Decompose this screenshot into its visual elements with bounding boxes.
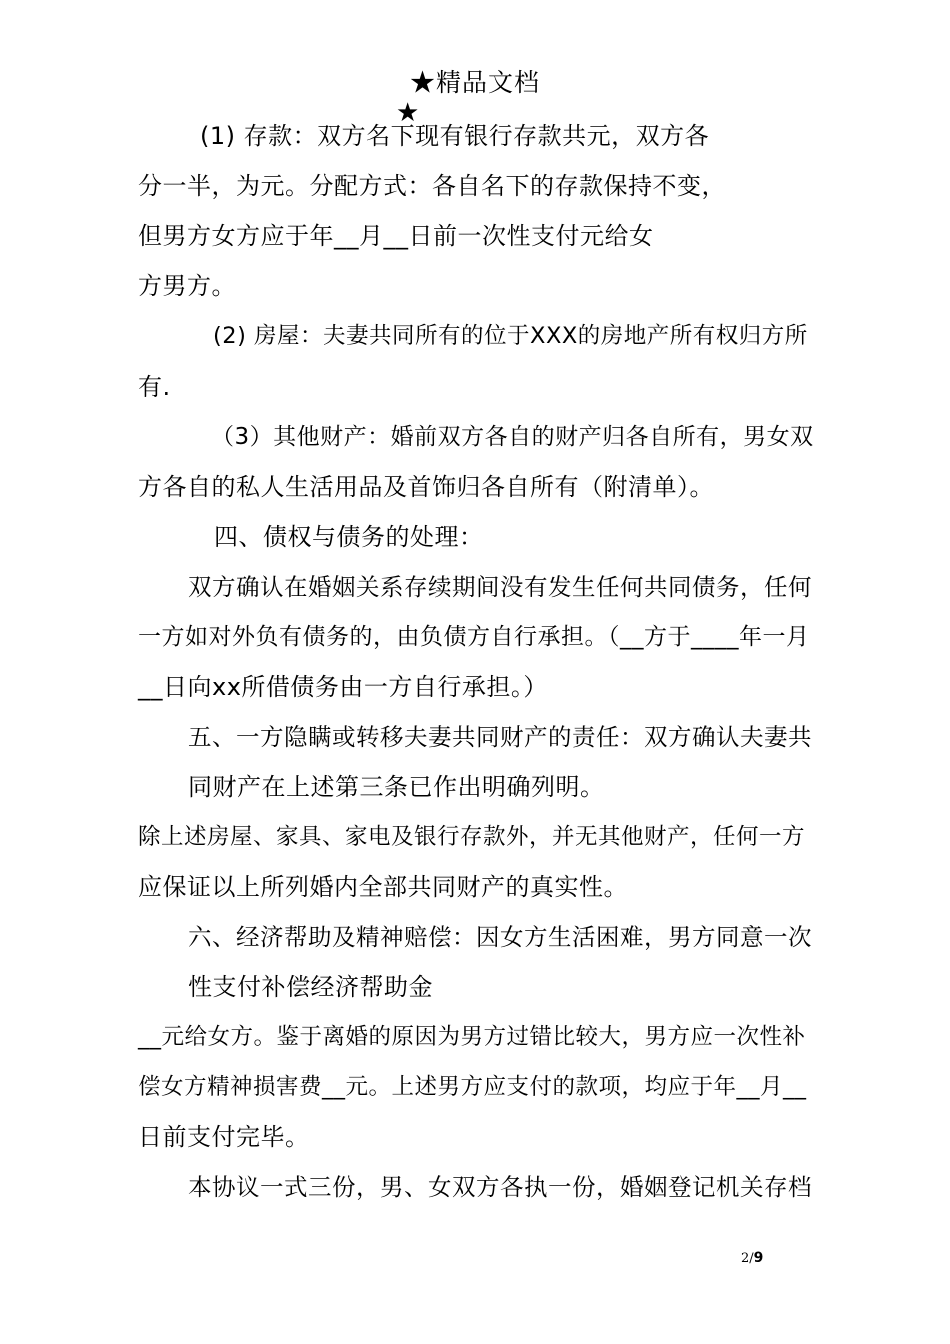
text-line: 但男方女方应于年__月__日前一次性支付元给女	[138, 222, 654, 250]
text-line: 有.	[138, 373, 171, 401]
text-line: 一方如对外负有债务的，由负债方自行承担。（__方于____年一月	[138, 624, 810, 650]
text-line: 同财产在上述第三条已作出明确列明。	[188, 773, 605, 801]
text-line: 应保证以上所列婚内全部共同财产的真实性。	[138, 873, 628, 901]
text-line: 双方确认在婚姻关系存续期间没有发生任何共同债务，任何	[188, 573, 812, 601]
text-line: （3）其他财产：婚前双方各自的财产归各自所有，男女双	[211, 424, 814, 450]
text-line: 性支付补偿经济帮助金	[188, 973, 433, 1001]
text-line: 本协议一式三份，男、女双方各执一份，婚姻登记机关存档	[188, 1173, 812, 1201]
text-line: 偿女方精神损害费__元。上述男方应支付的款项，均应于年__月__	[138, 1074, 807, 1100]
text-line: 日前支付完毕。	[138, 1123, 310, 1151]
page-current: 2	[741, 1251, 750, 1266]
text-line: 四、债权与债务的处理：	[214, 523, 484, 551]
text-line: 六、经济帮助及精神赔偿：因女方生活困难，男方同意一次	[188, 923, 812, 951]
text-line: 五、一方隐瞒或转移夫妻共同财产的责任：双方确认夫妻共	[188, 723, 812, 751]
text-line: 方男方。	[138, 272, 236, 300]
text-line: __元给女方。鉴于离婚的原因为男方过错比较大，男方应一次性补	[138, 1024, 806, 1050]
header-title: ★精品文档	[409, 68, 540, 97]
text-line: 分一半，为元。分配方式：各自名下的存款保持不变，	[138, 172, 726, 200]
text-line: 方各自的私人生活用品及首饰归各自所有（附清单）。	[138, 473, 714, 501]
text-line: (2) 房屋：夫妻共同所有的位于XXX的房地产所有权归方所	[213, 323, 808, 349]
text-line: 除上述房屋、家具、家电及银行存款外，并无其他财产，任何一方	[138, 824, 806, 850]
page-separator: /	[749, 1251, 754, 1266]
text-line: (1) 存款：双方名下现有银行存款共元，双方各	[200, 122, 710, 150]
header-star-icon: ★	[396, 98, 420, 128]
page-number	[741, 1250, 763, 1266]
text-line: __日向xx所借债务由一方自行承担。）	[138, 673, 548, 701]
page-total: 9	[753, 1250, 764, 1266]
